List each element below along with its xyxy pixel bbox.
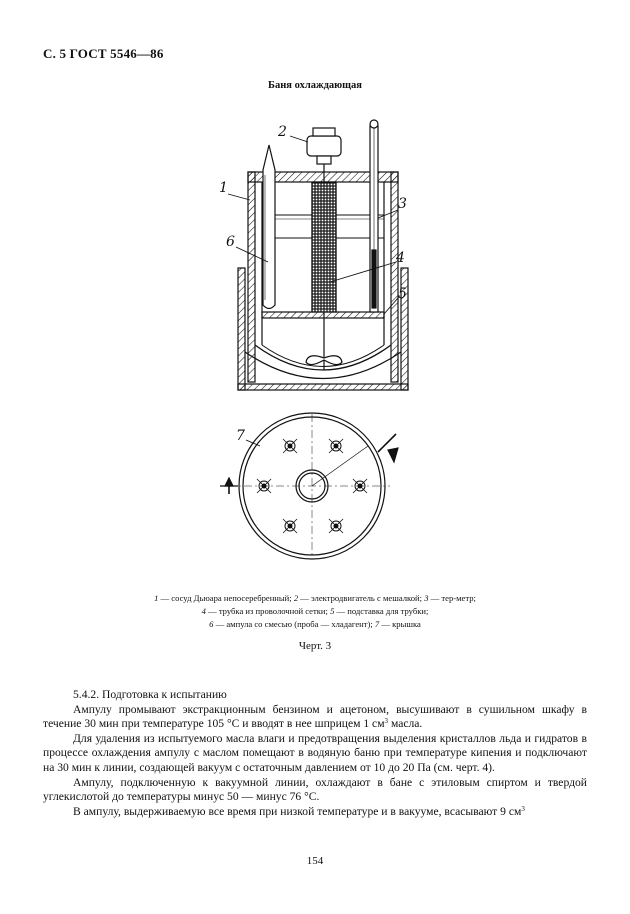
callout-2: 2	[278, 124, 287, 140]
caption-num: 7	[374, 619, 380, 629]
figure-caption	[110, 592, 520, 631]
paragraph-text: В ампулу, выдерживаемую все время при низкой температуре и в вакууме, всасывают 9 см	[73, 804, 522, 818]
paragraph: Для удаления из испытуемого масла влаги и предотвращения выделения кристаллов льда и гидратов в процессе охлаждения ампулу с маслом помещают в водяную баню при температуре кипения и подключают на 30 мин к линии, создающей вакуум с остаточным давлением от 10 до 20 Па (см. черт. 4).	[43, 731, 587, 774]
paragraph: Ампулу, подключенную к вакуумной линии, охлаждают в бане с этиловым спиртом и твердой углекислотой до температуры минус 50 — минус 76 °С.	[43, 775, 587, 804]
caption-text: — электродвигатель с мешалкой;	[298, 593, 425, 603]
caption-num: 1	[154, 593, 159, 603]
caption-num: 6	[209, 619, 214, 629]
caption-num: 5	[330, 606, 335, 616]
caption-text: — ампула со смесью (проба — хладагент);	[213, 619, 375, 629]
page-number: 154	[306, 855, 324, 867]
figure-label: Черт. 3	[298, 640, 332, 652]
caption-text: — подставка для трубки;	[334, 606, 429, 616]
caption-num: 4	[201, 606, 206, 616]
paragraph	[43, 805, 587, 820]
paragraph-text: масла.	[388, 717, 423, 731]
figure-title: Баня охлаждающая	[268, 80, 362, 91]
ampoule	[263, 145, 275, 309]
paragraph	[43, 703, 587, 732]
caption-line	[110, 618, 520, 631]
callout-3: 3	[398, 196, 407, 212]
paragraph-text: Ампулу промывают экстракционным бензином и ацетоном, высушивают в сушильном шкафу в течение 30 мин при температуре 105 °С и вводят в нее шприцем 1 см	[43, 702, 587, 731]
thermometer	[370, 120, 378, 312]
callout-6: 6	[226, 234, 235, 250]
superscript: 3	[384, 717, 389, 726]
caption-line	[110, 605, 520, 618]
caption-num: 2	[293, 593, 299, 603]
wire-mesh-tube	[312, 182, 336, 312]
caption-text: — тер-метр;	[428, 593, 476, 603]
caption-num: 3	[424, 593, 429, 603]
caption-text: — крышка	[379, 619, 421, 629]
callout-4: 4	[396, 250, 405, 266]
page-header: С. 5 ГОСТ 5546—86	[43, 46, 164, 61]
callout-5: 5	[398, 286, 407, 302]
caption-text: — сосуд Дьюара непосеребренный;	[158, 593, 294, 603]
lid-top-view	[220, 413, 398, 559]
superscript: 3	[521, 804, 525, 813]
caption-line	[110, 592, 520, 605]
section-heading: 5.4.2. Подготовка к испытанию	[73, 688, 227, 701]
callout-7: 7	[236, 428, 245, 444]
caption-text: — трубка из проволочной сетки;	[205, 606, 331, 616]
body-text	[43, 688, 587, 819]
callout-1: 1	[219, 180, 228, 196]
